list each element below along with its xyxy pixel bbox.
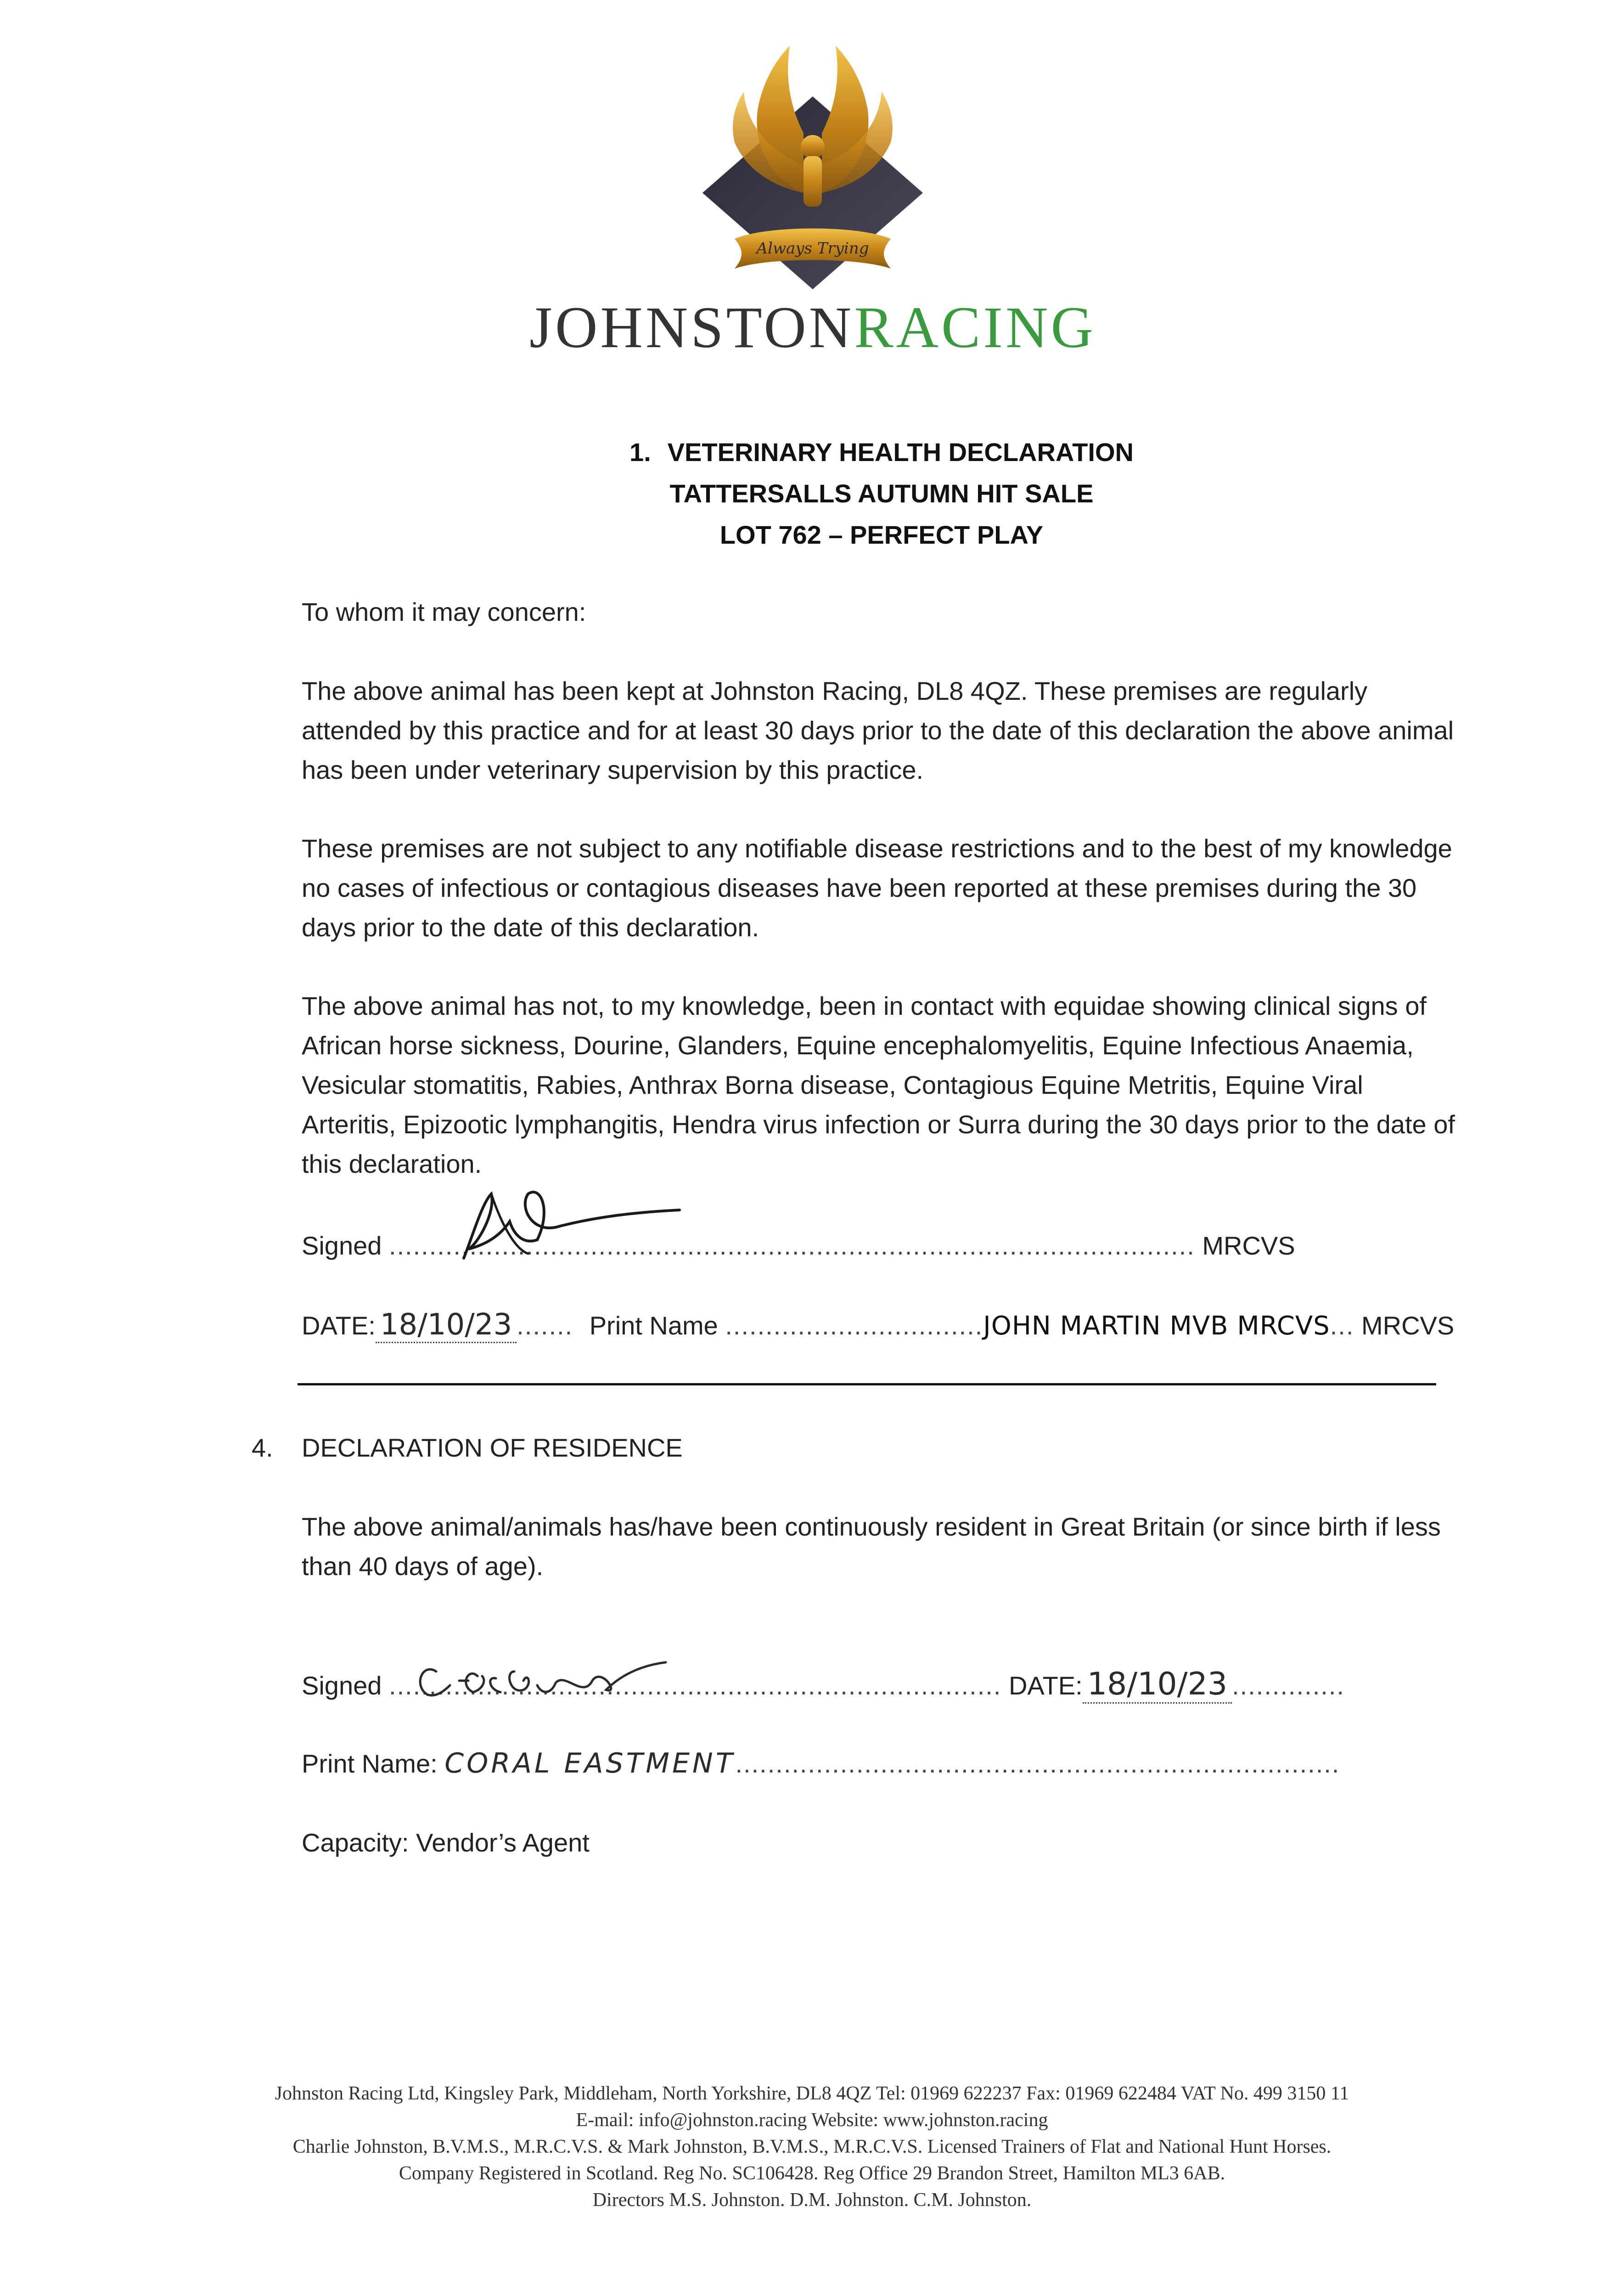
footer-line-directors: Directors M.S. Johnston. D.M. Johnston. C.M. Johnston. <box>592 2189 1032 2211</box>
motto-text: Always Trying <box>756 239 869 258</box>
footer-line-registration: Company Registered in Scotland. Reg No. SC106428. Reg Office 29 Brandon Street, Hamilton ML3 6AB. <box>399 2163 1225 2184</box>
residence-print-name-label: Print Name: <box>302 1749 438 1778</box>
heading-number: 1. <box>629 438 651 467</box>
vet-signed-line: Signed .................................................................................................... MRCVS <box>302 1231 1295 1260</box>
residence-capacity: Capacity: Vendor’s Agent <box>302 1828 590 1857</box>
vet-print-name-value: JOHN MARTIN MVB MRCVS <box>983 1311 1330 1341</box>
paragraph-restrictions: These premises are not subject to any notifiable disease restrictions and to the best of my knowledge no cases of infectious or contagious diseases have been reported at these premises during the 30 days prior to the date of this declaration. <box>302 834 1452 942</box>
brand-part-johnston: JOHNSTON <box>529 295 854 360</box>
paragraph-premises: The above animal has been kept at Johnston Racing, DL8 4QZ. These premises are regularly attended by this practice and for at least 30 days prior to the date of this declaration the above animal has been under veterinary supervision by this practice. <box>302 676 1454 784</box>
footer-line-trainers: Charlie Johnston, B.V.M.S., M.R.C.V.S. & Mark Johnston, B.V.M.S., M.R.C.V.S. Licensed Trainers of Flat and National Hunt Horses. <box>292 2136 1332 2157</box>
footer-line-address: Johnston Racing Ltd, Kingsley Park, Middleham, North Yorkshire, DL8 4QZ Tel: 01969 622237 Fax: 01969 622484 VAT No. 499 3150 11 <box>275 2083 1349 2104</box>
vet-print-name-suffix: MRCVS <box>1361 1311 1455 1340</box>
declaration-heading <box>551 432 1212 556</box>
paragraph-contact: The above animal has not, to my knowledge, been in contact with equidae showing clinical signs of African horse sickness, Dourine, Glanders, Equine encephalomyelitis, Equine Infectious Anaemia, Vesicular stomatitis, Rabies, Anthrax Borna disease, Contagious Equine Metritis, Equine Viral Arteritis, Epizootic lymphangitis, Hendra virus infection or Surra during the 30 days prior to the date of this declaration. <box>302 991 1455 1178</box>
residence-print-name-value: CORAL EASTMENT <box>444 1747 736 1779</box>
salutation: To whom it may concern: <box>302 597 586 626</box>
residence-date-label: DATE: <box>1008 1671 1083 1700</box>
footer-line-contact: E-mail: info@johnston.racing Website: www.johnston.racing <box>576 2110 1048 2131</box>
residence-signed-line: Signed ............................................................................ DATE: 18/10/23 .............. <box>302 1665 1459 1705</box>
vet-signature <box>422 1166 707 1267</box>
vet-signed-label: Signed <box>302 1231 382 1260</box>
residence-heading <box>252 1428 1409 1468</box>
residence-text: The above animal/animals has/have been continuously resident in Great Britain (or since birth if less than 40 days of age). <box>302 1512 1441 1581</box>
letter-footer <box>115 2080 1509 2213</box>
residence-print-line: Print Name: CORAL EASTMENT........................................................................... <box>302 1747 1340 1779</box>
vet-date-line: DATE: 18/10/23 ....... Print Name ................................JOHN MARTIN MVB MRCVS... MRCVS <box>302 1305 1459 1346</box>
brand-wordmark <box>505 294 1120 361</box>
section-divider <box>298 1383 1436 1385</box>
vet-date-label: DATE: <box>302 1311 376 1340</box>
vet-print-name-label: Print Name <box>589 1311 718 1340</box>
heading-line3: LOT 762 – PERFECT PLAY <box>719 520 1044 549</box>
brand-part-racing: RACING <box>854 295 1096 360</box>
heading-line2: TATTERSALLS AUTUMN HIT SALE <box>669 479 1094 508</box>
residence-signed-label: Signed <box>302 1671 382 1700</box>
vet-date-value: 18/10/23 <box>376 1308 517 1343</box>
heading-line1: VETERINARY HEALTH DECLARATION <box>667 438 1134 467</box>
vet-mrcvs-suffix: MRCVS <box>1202 1231 1295 1260</box>
johnston-racing-logo <box>666 41 960 298</box>
residence-date-value: 18/10/23 <box>1083 1666 1232 1704</box>
residence-title: DECLARATION OF RESIDENCE <box>302 1433 683 1462</box>
residence-number: 4. <box>252 1433 273 1462</box>
residence-signature <box>409 1644 675 1704</box>
